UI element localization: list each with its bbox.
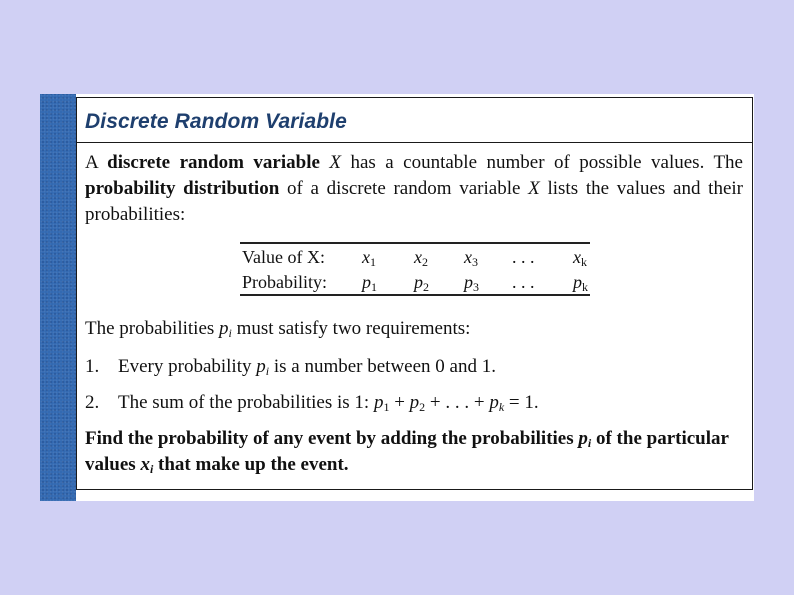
- requirement-2: 2. The sum of the probabilities is 1: $p_1 + p_2$ + . . . + $p_k = 1$.: [85, 392, 539, 414]
- definition-paragraph: [85, 150, 743, 228]
- box-title: Discrete Random Variable: [85, 110, 347, 133]
- table-cell: $p_3$: [464, 272, 479, 294]
- row-label-value: Value of X:: [242, 247, 325, 267]
- list-number: 2.: [85, 392, 100, 413]
- definition-text: A: [85, 152, 108, 173]
- definition-text: lists the values and their probabilities:: [85, 178, 743, 225]
- variable-x: X: [528, 178, 540, 199]
- requirement-1: 1. Every probability $p_i$ is a number between 0 and 1.: [85, 356, 496, 378]
- requirements-intro: The probabilities $p_i$ must satisfy two requirements:: [85, 318, 471, 340]
- header-divider: [76, 142, 753, 143]
- table-cell: $p_k$: [573, 272, 588, 294]
- distribution-table: [240, 242, 590, 296]
- table-cell: . . .: [512, 272, 535, 292]
- definition-text: has a countable number of possible values. The: [341, 152, 743, 173]
- table-row-probabilities: [240, 269, 590, 294]
- table-cell: . . .: [512, 247, 535, 267]
- table-cell: $x_3$: [464, 247, 478, 269]
- list-number: 1.: [85, 356, 100, 377]
- definition-text: of a discrete random variable: [279, 178, 529, 199]
- table-cell: $x_2$: [414, 247, 428, 269]
- row-label-probability: Probability:: [242, 272, 327, 292]
- variable-x: X: [329, 152, 341, 173]
- table-cell: $p_2$: [414, 272, 429, 294]
- term-probability-distribution: probability distribution: [85, 178, 280, 199]
- definition-text: [320, 152, 329, 173]
- blue-side-bar: [40, 94, 76, 501]
- table-cell: $p_1$: [362, 272, 377, 294]
- table-cell: $x_k$: [573, 247, 587, 269]
- event-probability-rule: Find the probability of any event by adding the probabilities $p_i$ of the particular values $x_i$ that make up the event.: [85, 428, 729, 476]
- definition-panel: [40, 94, 754, 501]
- table-row-values: [240, 244, 590, 269]
- table-cell: $x_1$: [362, 247, 376, 269]
- term-discrete-random-variable: discrete random variable: [107, 152, 320, 173]
